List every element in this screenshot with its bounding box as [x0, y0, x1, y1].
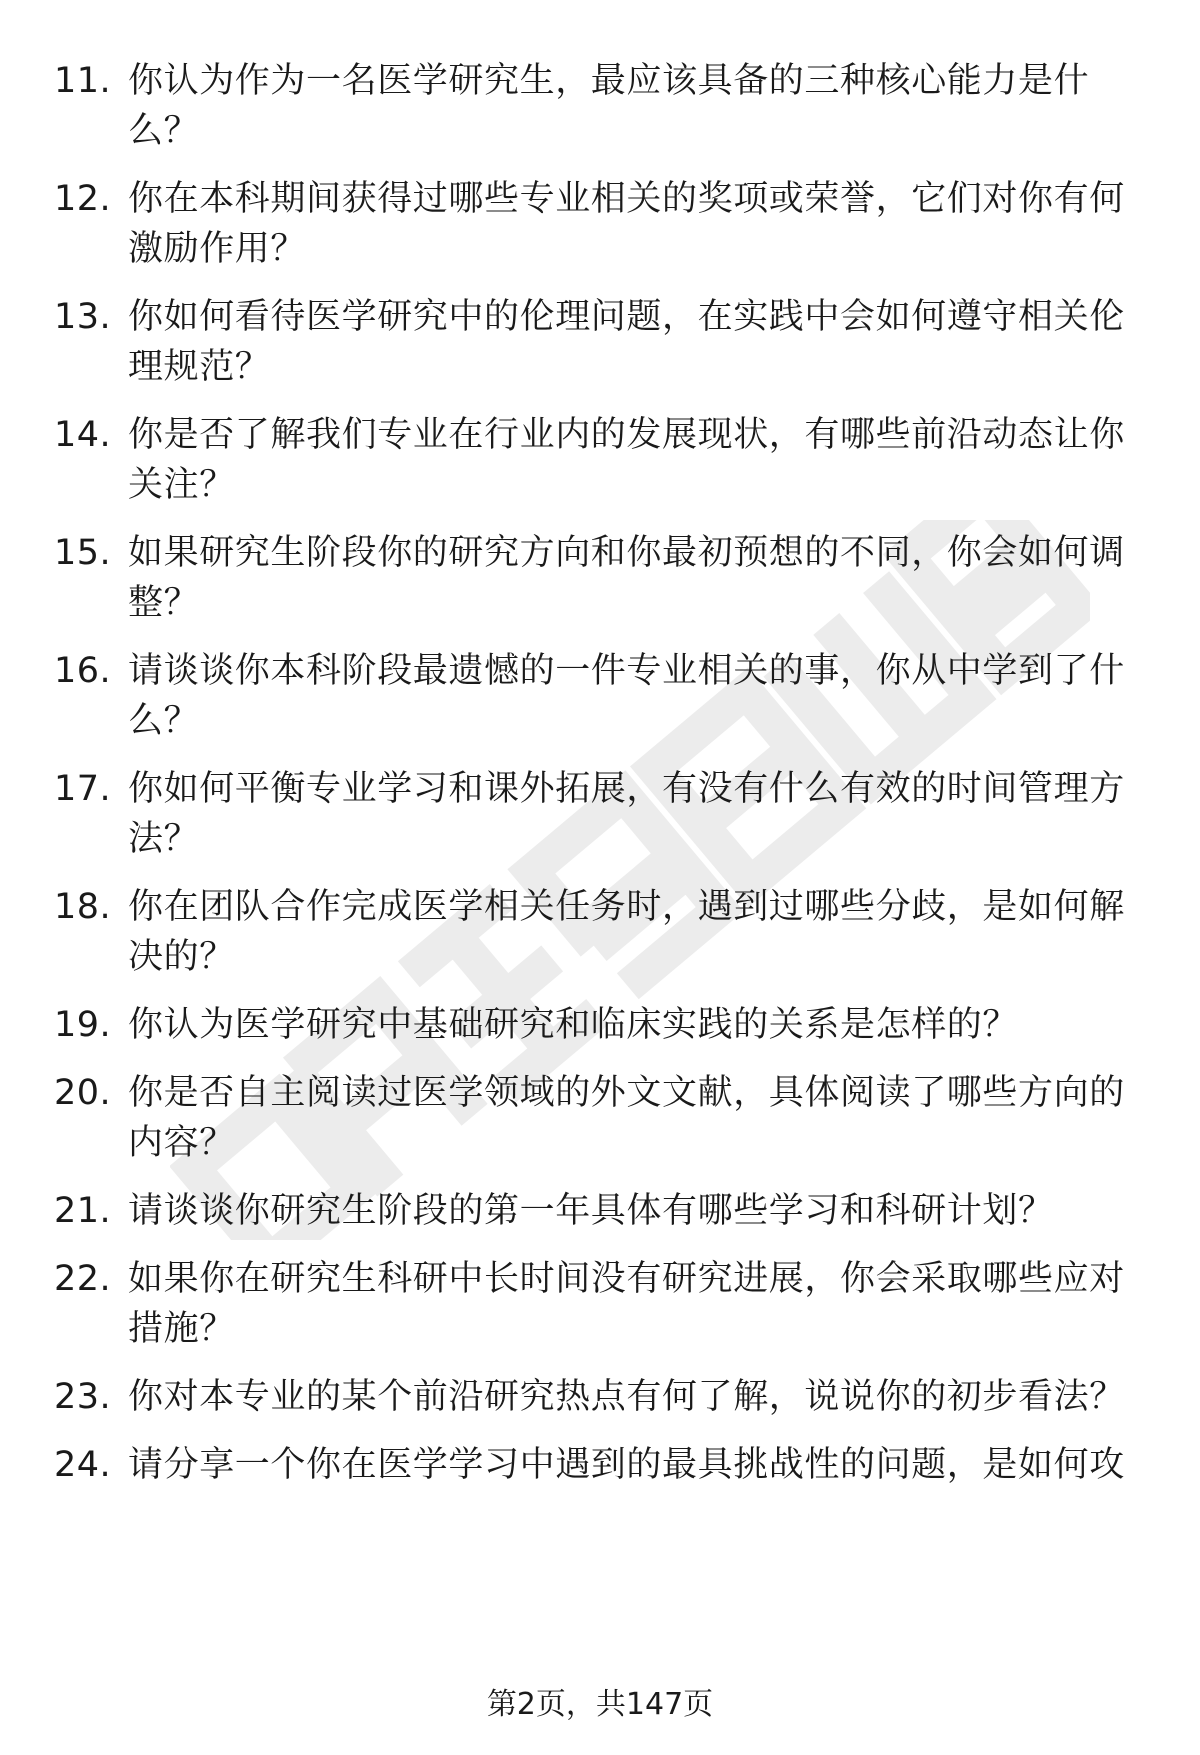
question-text: 你在本科期间获得过哪些专业相关的奖项或荣誉，它们对你有何激励作用？: [128, 179, 1125, 269]
question-text: 你如何看待医学研究中的伦理问题，在实践中会如何遵守相关伦理规范？: [128, 297, 1125, 387]
question-text: 你是否自主阅读过医学领域的外文文献，具体阅读了哪些方向的内容？: [128, 1073, 1125, 1163]
question-text: 如果研究生阶段你的研究方向和你最初预想的不同，你会如何调整？: [128, 533, 1125, 623]
question-text: 请谈谈你研究生阶段的第一年具体有哪些学习和科研计划？: [128, 1191, 1054, 1231]
question-number: 22.: [54, 1259, 112, 1299]
question-number: 15.: [54, 533, 112, 573]
question-text: 你认为医学研究中基础研究和临床实践的关系是怎样的？: [128, 1005, 1019, 1045]
question-number: 17.: [54, 769, 112, 809]
question-number: 12.: [54, 179, 112, 219]
question-text: 请谈谈你本科阶段最遗憾的一件专业相关的事，你从中学到了什么？: [128, 651, 1125, 741]
question-text: 你在团队合作完成医学相关任务时，遇到过哪些分歧，是如何解决的？: [128, 887, 1125, 977]
question-text: 你认为作为一名医学研究生，最应该具备的三种核心能力是什么？: [128, 61, 1090, 151]
question-text: 你是否了解我们专业在行业内的发展现状，有哪些前沿动态让你关注？: [128, 415, 1125, 505]
question-number: 23.: [54, 1377, 112, 1417]
question-number: 20.: [54, 1073, 112, 1113]
question-number: 18.: [54, 887, 112, 927]
question-number: 24.: [54, 1445, 112, 1485]
question-text: 你如何平衡专业学习和课外拓展，有没有什么有效的时间管理方法？: [128, 769, 1125, 859]
question-text: 请分享一个你在医学学习中遇到的最具挑战性的问题，是如何攻: [128, 1445, 1125, 1485]
question-number: 21.: [54, 1191, 112, 1231]
question-number: 16.: [54, 651, 112, 691]
question-text: 如果你在研究生科研中长时间没有研究进展，你会采取哪些应对措施？: [128, 1259, 1125, 1349]
question-number: 14.: [54, 415, 112, 455]
question-number: 11.: [54, 61, 112, 101]
question-number: 19.: [54, 1005, 112, 1045]
question-number: 13.: [54, 297, 112, 337]
question-text: 你对本专业的某个前沿研究热点有何了解，说说你的初步看法？: [128, 1377, 1125, 1417]
page-number: 第2页，共147页: [486, 1687, 714, 1722]
